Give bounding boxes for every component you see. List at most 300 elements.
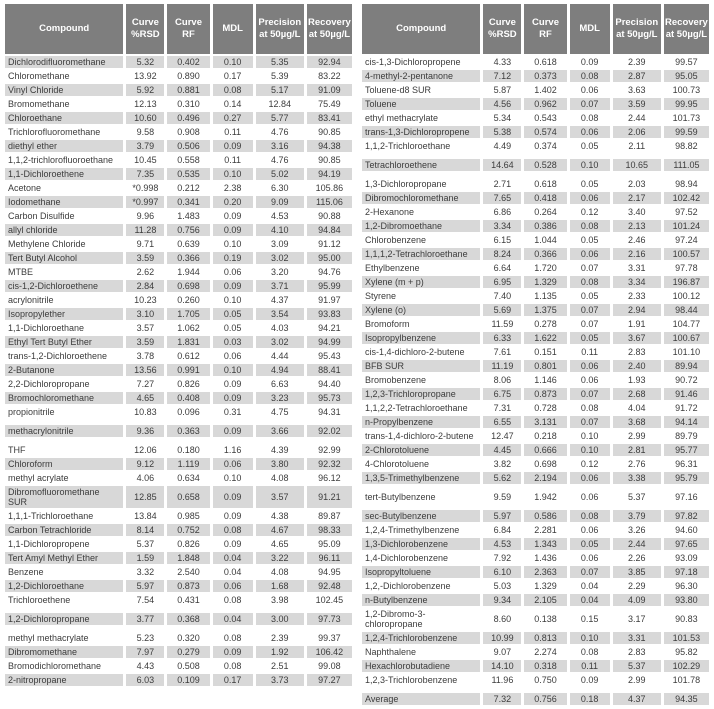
value-cell: 0.04 (570, 580, 610, 592)
value-cell: 4.43 (126, 660, 164, 672)
compound-cell: Isopropylbenzene (362, 332, 480, 344)
compound-cell: Carbon Disulfide (5, 210, 123, 222)
value-cell: 0.06 (570, 360, 610, 372)
value-cell: 0.109 (167, 674, 209, 686)
value-cell: 4.75 (256, 406, 304, 418)
value-cell: 3.00 (256, 613, 304, 625)
compound-cell: Methylene Chloride (5, 238, 123, 250)
table-row (5, 56, 352, 68)
table-row (362, 70, 709, 82)
compound-cell: 1,1,1-Trichloroethane (5, 510, 123, 522)
table-row (362, 674, 709, 686)
value-cell: 0.826 (167, 378, 209, 390)
value-cell: 4.53 (256, 210, 304, 222)
table-row (5, 594, 352, 606)
value-cell: 5.37 (613, 491, 661, 503)
value-cell: 4.39 (256, 444, 304, 456)
compound-cell: 1,1-Dichloroethane (5, 322, 123, 334)
value-cell: 6.33 (483, 332, 521, 344)
compound-cell: Tetrachloroethene (362, 159, 480, 171)
value-cell: 0.873 (524, 388, 566, 400)
compound-cell: Xylene (o) (362, 304, 480, 316)
value-cell: 0.528 (524, 159, 566, 171)
value-cell: 92.94 (307, 56, 352, 68)
section-gap (5, 439, 352, 442)
value-cell: 8.14 (126, 524, 164, 536)
compound-cell: Ethylbenzene (362, 262, 480, 274)
value-cell: 95.09 (307, 538, 352, 550)
column-header: Recovery at 50µg/L (664, 4, 709, 54)
value-cell: 11.59 (483, 318, 521, 330)
value-cell: 0.574 (524, 126, 566, 138)
table-row (5, 444, 352, 456)
table-row (362, 318, 709, 330)
table-row (362, 566, 709, 578)
value-cell: 0.04 (213, 566, 253, 578)
compound-cell: 1,1,2,2-Tetrachloroethane (362, 402, 480, 414)
value-cell: 4.10 (256, 224, 304, 236)
value-cell: 97.78 (664, 262, 709, 274)
table-row (5, 458, 352, 470)
value-cell: 97.24 (664, 234, 709, 246)
value-cell: 95.73 (307, 392, 352, 404)
compound-cell: trans-1,4-dichloro-2-butene (362, 430, 480, 442)
value-cell: 11.96 (483, 674, 521, 686)
compound-cell: acrylonitrile (5, 294, 123, 306)
value-cell: 1.68 (256, 580, 304, 592)
value-cell: 8.60 (483, 608, 521, 630)
table-row (362, 159, 709, 171)
value-cell: 13.84 (126, 510, 164, 522)
value-cell: 95.43 (307, 350, 352, 362)
value-cell: 0.07 (570, 262, 610, 274)
value-cell: 0.11 (213, 126, 253, 138)
value-cell: 96.31 (664, 458, 709, 470)
value-cell: 95.77 (664, 444, 709, 456)
compound-cell: cis-1,4-dichloro-2-butene (362, 346, 480, 358)
value-cell: 0.10 (213, 168, 253, 180)
value-cell: 93.09 (664, 552, 709, 564)
voc-results-table-right (359, 2, 712, 707)
value-cell: 0.260 (167, 294, 209, 306)
column-header: MDL (570, 4, 610, 54)
value-cell: 0.05 (213, 322, 253, 334)
value-cell: 3.02 (256, 336, 304, 348)
table-row (362, 346, 709, 358)
value-cell: 0.586 (524, 510, 566, 522)
table-row (362, 220, 709, 232)
value-cell: 4.56 (483, 98, 521, 110)
compound-cell: 4-Chlorotoluene (362, 458, 480, 470)
table-row (5, 112, 352, 124)
compound-cell: Chlorobenzene (362, 234, 480, 246)
compound-cell: Bromodichloromethane (5, 660, 123, 672)
table-row (5, 154, 352, 166)
value-cell: 0.374 (524, 140, 566, 152)
value-cell: 1.343 (524, 538, 566, 550)
table-row (5, 266, 352, 278)
value-cell: 95.99 (307, 280, 352, 292)
column-header: Curve %RSD (483, 4, 521, 54)
value-cell: 196.87 (664, 276, 709, 288)
value-cell: 10.60 (126, 112, 164, 124)
value-cell: 0.08 (213, 84, 253, 96)
value-cell: 0.08 (570, 646, 610, 658)
value-cell: 10.23 (126, 294, 164, 306)
compound-cell: n-Butylbenzene (362, 594, 480, 606)
compound-cell: Trichlorofluoromethane (5, 126, 123, 138)
table-row (362, 374, 709, 386)
value-cell: 2.81 (613, 444, 661, 456)
value-cell: 0.12 (570, 458, 610, 470)
value-cell: 0.698 (524, 458, 566, 470)
value-cell: 0.04 (213, 613, 253, 625)
value-cell: 83.22 (307, 70, 352, 82)
value-cell: 1.705 (167, 308, 209, 320)
value-cell: 0.881 (167, 84, 209, 96)
value-cell: 1.402 (524, 84, 566, 96)
table-row (5, 308, 352, 320)
value-cell: 0.20 (213, 196, 253, 208)
value-cell: 5.62 (483, 472, 521, 484)
compound-cell: 2-Butanone (5, 364, 123, 376)
table-row (5, 378, 352, 390)
value-cell: 9.71 (126, 238, 164, 250)
value-cell: 0.756 (524, 693, 566, 705)
value-cell: 0.06 (570, 552, 610, 564)
table-row (362, 262, 709, 274)
value-cell: 7.31 (483, 402, 521, 414)
value-cell: 0.543 (524, 112, 566, 124)
table-row (362, 234, 709, 246)
value-cell: 0.801 (524, 360, 566, 372)
value-cell: 90.88 (307, 210, 352, 222)
value-cell: 0.366 (167, 252, 209, 264)
value-cell: 75.49 (307, 98, 352, 110)
value-cell: 0.08 (213, 524, 253, 536)
value-cell: 0.10 (213, 238, 253, 250)
value-cell: 3.59 (613, 98, 661, 110)
value-cell: 2.281 (524, 524, 566, 536)
value-cell: 3.16 (256, 140, 304, 152)
compound-cell: 1,2,3-Trichlorobenzene (362, 674, 480, 686)
value-cell: 0.264 (524, 206, 566, 218)
value-cell: 1.944 (167, 266, 209, 278)
compound-cell: methyl methacrylate (5, 632, 123, 644)
value-cell: 0.07 (570, 388, 610, 400)
compound-cell: 1,2-Dichloroethane (5, 580, 123, 592)
table-row (362, 192, 709, 204)
value-cell: 94.35 (664, 693, 709, 705)
value-cell: 4.37 (256, 294, 304, 306)
value-cell: 3.79 (126, 140, 164, 152)
value-cell: 99.59 (664, 126, 709, 138)
value-cell: 96.11 (307, 552, 352, 564)
value-cell: 3.17 (613, 608, 661, 630)
value-cell: 0.07 (570, 566, 610, 578)
value-cell: 3.73 (256, 674, 304, 686)
value-cell: 0.09 (213, 425, 253, 437)
value-cell: 0.09 (213, 392, 253, 404)
value-cell: 5.23 (126, 632, 164, 644)
table-row (362, 491, 709, 503)
table-row (5, 294, 352, 306)
section-gap (5, 420, 352, 423)
value-cell: 1.848 (167, 552, 209, 564)
value-cell: 3.57 (256, 486, 304, 508)
value-cell: 0.10 (570, 444, 610, 456)
value-cell: 4.03 (256, 322, 304, 334)
compound-cell: Naphthalene (362, 646, 480, 658)
value-cell: 100.57 (664, 248, 709, 260)
value-cell: 3.32 (126, 566, 164, 578)
value-cell: 4.08 (256, 566, 304, 578)
value-cell: 12.06 (126, 444, 164, 456)
table-row (362, 472, 709, 484)
value-cell: 0.05 (570, 140, 610, 152)
value-cell: 89.94 (664, 360, 709, 372)
value-cell: 0.386 (524, 220, 566, 232)
value-cell: 4.37 (613, 693, 661, 705)
value-cell: 0.08 (570, 402, 610, 414)
column-header: Recovery at 50µg/L (307, 4, 352, 54)
value-cell: 2.71 (483, 178, 521, 190)
value-cell: 100.67 (664, 332, 709, 344)
compound-cell: Vinyl Chloride (5, 84, 123, 96)
value-cell: 9.59 (483, 491, 521, 503)
value-cell: 0.07 (570, 416, 610, 428)
value-cell: 11.19 (483, 360, 521, 372)
value-cell: 5.38 (483, 126, 521, 138)
value-cell: 7.35 (126, 168, 164, 180)
value-cell: 0.363 (167, 425, 209, 437)
value-cell: 13.56 (126, 364, 164, 376)
value-cell: 6.75 (483, 388, 521, 400)
value-cell: 0.873 (167, 580, 209, 592)
value-cell: 6.03 (126, 674, 164, 686)
value-cell: 0.151 (524, 346, 566, 358)
value-cell: 1.59 (126, 552, 164, 564)
value-cell: 92.32 (307, 458, 352, 470)
value-cell: 7.32 (483, 693, 521, 705)
value-cell: 14.10 (483, 660, 521, 672)
value-cell: 6.55 (483, 416, 521, 428)
compound-cell: 1,1,1,2-Tetrachloroethane (362, 248, 480, 260)
value-cell: 0.728 (524, 402, 566, 414)
value-cell: 7.65 (483, 192, 521, 204)
value-cell: 3.59 (126, 252, 164, 264)
value-cell: 3.67 (613, 332, 661, 344)
column-header: Precision at 50µg/L (256, 4, 304, 54)
value-cell: 0.535 (167, 168, 209, 180)
table-row (362, 332, 709, 344)
value-cell: 4.65 (126, 392, 164, 404)
value-cell: 5.77 (256, 112, 304, 124)
value-cell: 2.87 (613, 70, 661, 82)
table-row (362, 248, 709, 260)
value-cell: 7.12 (483, 70, 521, 82)
value-cell: 3.78 (126, 350, 164, 362)
section-gap (362, 173, 709, 176)
table-row (5, 182, 352, 194)
compound-cell: 1,1,2-Trichloroethane (362, 140, 480, 152)
table-body (5, 56, 352, 686)
compound-cell: methyl acrylate (5, 472, 123, 484)
value-cell: 4.09 (613, 594, 661, 606)
column-header: Compound (5, 4, 123, 54)
value-cell: 100.73 (664, 84, 709, 96)
value-cell: 99.95 (664, 98, 709, 110)
value-cell: 2.194 (524, 472, 566, 484)
value-cell: 9.58 (126, 126, 164, 138)
value-cell: 4.33 (483, 56, 521, 68)
value-cell: 9.09 (256, 196, 304, 208)
table-row (362, 632, 709, 644)
value-cell: 0.666 (524, 444, 566, 456)
table-row (362, 660, 709, 672)
compound-cell: 4-methyl-2-pentanone (362, 70, 480, 82)
value-cell: 3.77 (126, 613, 164, 625)
value-cell: 2.46 (613, 234, 661, 246)
value-cell: 105.86 (307, 182, 352, 194)
value-cell: 0.14 (213, 98, 253, 110)
value-cell: 98.82 (664, 140, 709, 152)
value-cell: 3.34 (613, 276, 661, 288)
table-row (5, 196, 352, 208)
value-cell: 3.26 (613, 524, 661, 536)
value-cell: 3.98 (256, 594, 304, 606)
value-cell: 0.18 (570, 693, 610, 705)
value-cell: 2.16 (613, 248, 661, 260)
value-cell: 0.813 (524, 632, 566, 644)
table-row (362, 594, 709, 606)
table-row (5, 566, 352, 578)
value-cell: 92.02 (307, 425, 352, 437)
value-cell: 10.65 (613, 159, 661, 171)
value-cell: 10.99 (483, 632, 521, 644)
table-row (362, 608, 709, 630)
table-row (362, 206, 709, 218)
value-cell: 6.63 (256, 378, 304, 390)
value-cell: 0.212 (167, 182, 209, 194)
compound-cell: ethyl methacrylate (362, 112, 480, 124)
value-cell: 0.402 (167, 56, 209, 68)
value-cell: 91.09 (307, 84, 352, 96)
section-gap (5, 608, 352, 611)
value-cell: 0.09 (213, 140, 253, 152)
value-cell: 0.08 (570, 510, 610, 522)
value-cell: 0.658 (167, 486, 209, 508)
table-row (5, 392, 352, 404)
value-cell: 97.27 (307, 674, 352, 686)
value-cell: 2.83 (613, 346, 661, 358)
compound-cell: 1,2-Dibromoethane (362, 220, 480, 232)
compound-cell: Dichlorodifluoromethane (5, 56, 123, 68)
value-cell: 3.54 (256, 308, 304, 320)
table-row (5, 486, 352, 508)
value-cell: 91.21 (307, 486, 352, 508)
compound-cell: Chloroethane (5, 112, 123, 124)
table-row (362, 388, 709, 400)
value-cell: 94.40 (307, 378, 352, 390)
value-cell: 0.06 (570, 491, 610, 503)
compound-cell: 1,2-Dichloropropane (5, 613, 123, 625)
compound-cell: Styrene (362, 290, 480, 302)
value-cell: 3.10 (126, 308, 164, 320)
value-cell: 14.64 (483, 159, 521, 171)
value-cell: 12.47 (483, 430, 521, 442)
value-cell: 99.37 (307, 632, 352, 644)
value-cell: 101.10 (664, 346, 709, 358)
value-cell: 0.908 (167, 126, 209, 138)
value-cell: 0.31 (213, 406, 253, 418)
table-row (362, 112, 709, 124)
value-cell: 97.18 (664, 566, 709, 578)
value-cell: 0.09 (213, 486, 253, 508)
value-cell: 0.11 (213, 154, 253, 166)
value-cell: 0.506 (167, 140, 209, 152)
value-cell: 92.99 (307, 444, 352, 456)
value-cell: 104.77 (664, 318, 709, 330)
table-row (5, 674, 352, 686)
value-cell: 0.19 (213, 252, 253, 264)
value-cell: 3.22 (256, 552, 304, 564)
value-cell: 1.622 (524, 332, 566, 344)
table-row (362, 140, 709, 152)
value-cell: 94.84 (307, 224, 352, 236)
value-cell: 1.329 (524, 276, 566, 288)
compound-cell: THF (5, 444, 123, 456)
value-cell: 0.373 (524, 70, 566, 82)
value-cell: 0.06 (570, 126, 610, 138)
compound-cell: 1,4-Dichlorobenzene (362, 552, 480, 564)
value-cell: 0.05 (570, 178, 610, 190)
value-cell: 94.60 (664, 524, 709, 536)
value-cell: 0.09 (213, 280, 253, 292)
value-cell: 2.105 (524, 594, 566, 606)
value-cell: 6.15 (483, 234, 521, 246)
value-cell: 5.97 (483, 510, 521, 522)
value-cell: 5.37 (126, 538, 164, 550)
value-cell: 7.54 (126, 594, 164, 606)
value-cell: 3.20 (256, 266, 304, 278)
value-cell: 2.83 (613, 646, 661, 658)
compound-cell: Isopropyltoluene (362, 566, 480, 578)
value-cell: 2.94 (613, 304, 661, 316)
value-cell: 93.83 (307, 308, 352, 320)
compound-cell: Chloroform (5, 458, 123, 470)
section-gap (362, 154, 709, 157)
value-cell: 92.48 (307, 580, 352, 592)
value-cell: 95.79 (664, 472, 709, 484)
value-cell: 0.10 (570, 632, 610, 644)
compound-cell: Chloromethane (5, 70, 123, 82)
value-cell: 5.39 (256, 70, 304, 82)
value-cell: 2.84 (126, 280, 164, 292)
value-cell: 6.84 (483, 524, 521, 536)
value-cell: 5.17 (256, 84, 304, 96)
value-cell: 5.92 (126, 84, 164, 96)
table-row (5, 238, 352, 250)
value-cell: 3.02 (256, 252, 304, 264)
table-row (362, 178, 709, 190)
value-cell: 2.03 (613, 178, 661, 190)
value-cell: 13.92 (126, 70, 164, 82)
section-gap (362, 688, 709, 691)
value-cell: 106.42 (307, 646, 352, 658)
value-cell: 95.00 (307, 252, 352, 264)
value-cell: 0.431 (167, 594, 209, 606)
